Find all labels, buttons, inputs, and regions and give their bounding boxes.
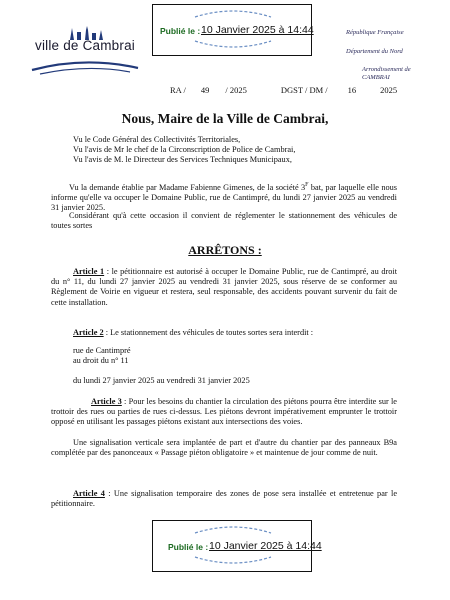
article-3-signage: Une signalisation verticale sera implantée de part et d'autre du chantier par des panneaux B9a complétée par des panonceaux « Passage piéton obligatoire » et maintenue de jour comme de nuit. [51,438,397,458]
ra-number: 49 [200,85,210,95]
stamp-published-date: 10 Janvier 2025 à 14:44 [209,540,322,552]
header-republic: République Française [346,29,404,36]
article-1-text: : le pétitionnaire est autorisé à occuper le Domaine Public, rue de Cantimpré, au droit du n° 11, du lundi 27 janvier 2025 au vendredi 31 janvier 2025, sous réserve de se conformer au Règlement de Voirie en vigueur et restera, seul responsable, des accidents pouvant survenir du fait de cette installation. [51,267,397,307]
article-2 [73,328,313,338]
article-2-label: Article 2 [73,328,104,337]
header-department: Département du Nord [346,48,403,55]
dgst-number: 16 [347,85,357,95]
article-2-period: du lundi 27 janvier 2025 au vendredi 31 janvier 2025 [73,376,250,385]
logo-wordmark: ville de Cambrai [35,38,135,53]
article-2-number: au droit du n° 11 [73,356,129,365]
article-4-text: : Une signalisation temporaire des zones de pose sera installée et entretenue par le pétitionnaire. [51,489,397,509]
article-3-label: Article 3 [91,397,122,406]
ra-label: RA / [170,85,186,95]
stamp-published-label: Publié le : [160,26,201,36]
article-4-label: Article 4 [73,489,105,498]
article-3-text: : Pour les besoins du chantier la circulation des piétons pourra être interdite sur le trottoir des rues ou parties de rues ci-dessus. Les piétons devront impérativement emprunter le trottoir opposé en utilisant les passages piétons existant aux intersections des voies. [51,397,397,427]
logo-swoosh-icon [30,58,140,76]
request-superscript: F [305,182,309,188]
article-2-street: rue de Cantimpré [73,346,131,355]
stamp-published-label: Publié le : [168,542,209,552]
arretons-heading: ARRÊTONS : [188,243,262,257]
article-4 [51,489,397,509]
considerant-paragraph: Considérant qu'à cette occasion il convient de réglementer le stationnement des véhicules de toutes sortes [51,211,397,231]
reference-line [170,85,397,95]
request-text-rest: elle nous informe qu'elle va occuper le Domaine Public, rue de Cantimpré, du lundi 27 janvier 2025 au vendredi 31 janvier 2025. [51,182,398,213]
vu-item: Vu l'avis de M. le Directeur des Services Techniques Municipaux, [73,155,292,164]
article-2-text: : Le stationnement des véhicules de toutes sortes sera interdit : [103,328,314,337]
header-arrondissement: Arrondissement de CAMBRAI [362,66,411,81]
request-text-end: bat, par laquelle [308,182,365,192]
stamp-arc-decoration [193,7,273,19]
vu-item: Vu le Code Général des Collectivités Territoriales, [73,135,241,144]
document-title: Nous, Maire de la Ville de Cambrai, [121,111,329,126]
stamp-arc-decoration [193,555,273,567]
ra-year: / 2025 [225,85,247,95]
request-text: Vu la demande établie par Madame Fabienne Gimenes, de la société 3 [69,182,306,192]
article-3 [51,397,397,428]
dgst-year: 2025 [380,85,398,95]
article-1-label: Article 1 [73,267,105,276]
request-paragraph [51,180,397,213]
stamp-arc-decoration [193,523,273,535]
article-1 [51,267,397,308]
dgst-label: DGST / DM / [280,85,328,95]
stamp-arc-decoration [193,39,273,51]
publication-stamp-bottom [152,520,322,572]
vu-item: Vu l'avis de Mr le chef de la Circonscription de Police de Cambrai, [73,145,296,154]
stamp-published-date: 10 Janvier 2025 à 14:44 [201,24,314,36]
publication-stamp-top [152,4,312,56]
